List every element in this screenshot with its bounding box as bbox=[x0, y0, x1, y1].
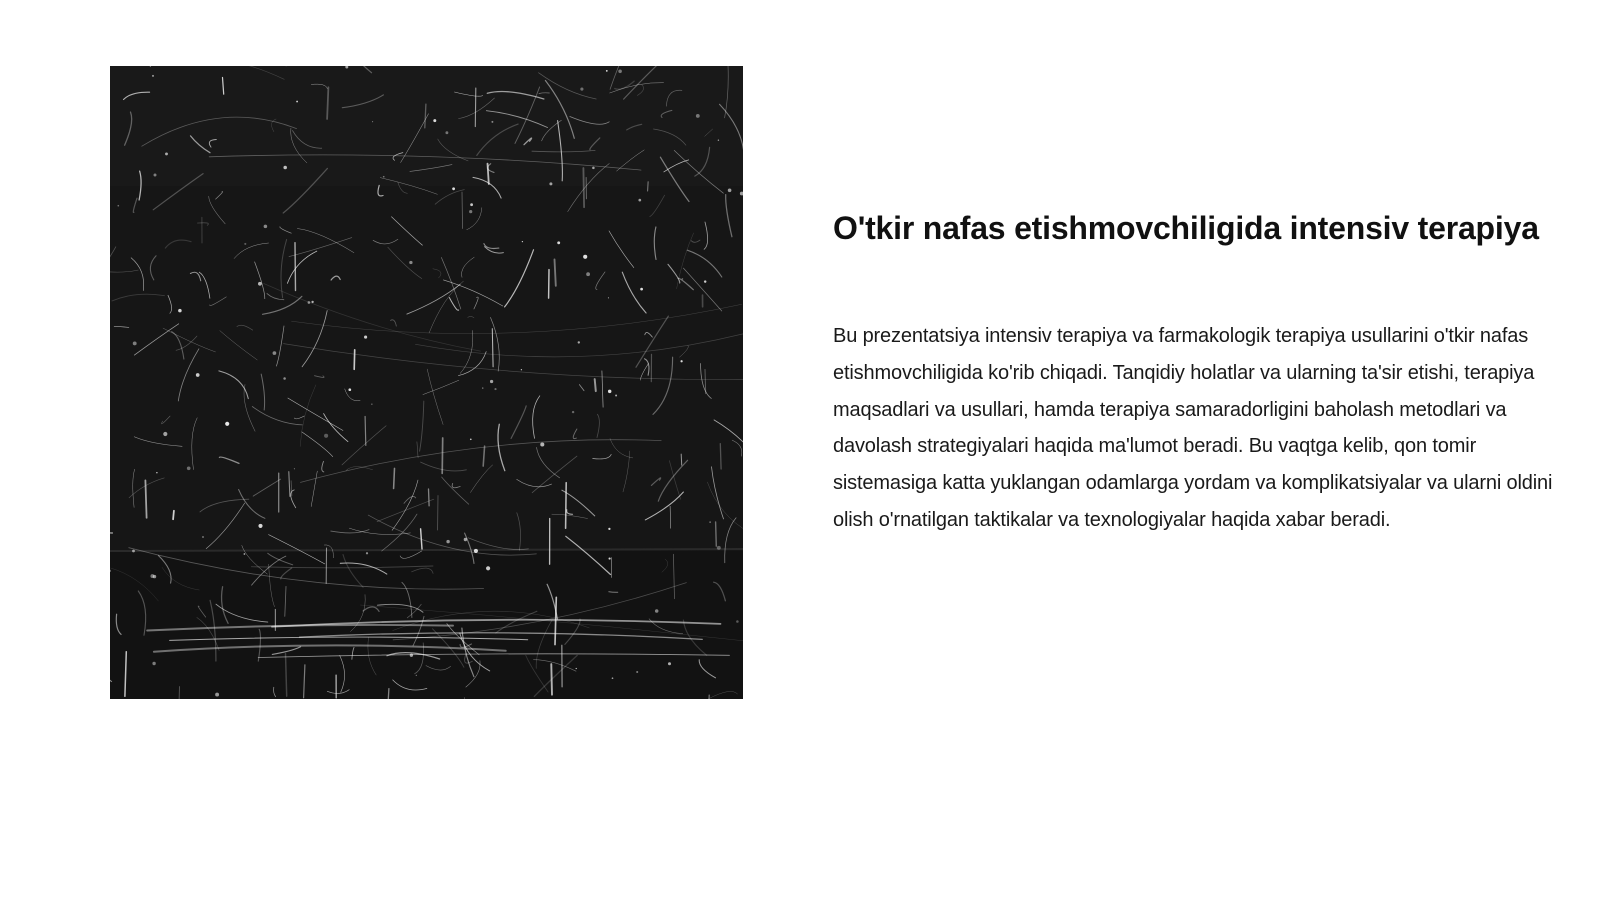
speck-mark bbox=[486, 566, 490, 570]
speck-mark bbox=[308, 301, 311, 304]
streak-mark bbox=[173, 511, 174, 520]
speck-mark bbox=[132, 550, 135, 553]
streak-mark bbox=[555, 259, 556, 285]
scratch-mark bbox=[609, 592, 618, 593]
speck-mark bbox=[244, 553, 246, 555]
speck-mark bbox=[433, 119, 436, 122]
speck-mark bbox=[409, 261, 412, 264]
speck-mark bbox=[117, 205, 119, 207]
slide-title: O'tkir nafas etishmovchiligida intensiv terapiya bbox=[833, 210, 1539, 246]
speck-mark bbox=[680, 360, 682, 362]
streak-mark bbox=[462, 192, 463, 229]
speck-mark bbox=[718, 140, 719, 141]
speck-mark bbox=[371, 404, 372, 405]
speck-mark bbox=[410, 654, 413, 657]
streak-mark bbox=[720, 444, 721, 469]
streak-mark bbox=[295, 243, 296, 291]
speck-mark bbox=[608, 390, 611, 393]
streak-mark bbox=[716, 522, 717, 546]
speck-mark bbox=[152, 662, 155, 665]
speck-mark bbox=[273, 351, 277, 355]
speck-mark bbox=[445, 131, 448, 134]
scratched-texture-image bbox=[110, 66, 743, 699]
speck-mark bbox=[366, 552, 368, 554]
streak-mark bbox=[365, 417, 366, 446]
streak-mark bbox=[429, 489, 430, 506]
speck-mark bbox=[296, 101, 298, 103]
speck-mark bbox=[152, 75, 154, 77]
streak-mark bbox=[354, 350, 355, 370]
speck-mark bbox=[522, 241, 523, 242]
speck-mark bbox=[364, 336, 367, 339]
speck-mark bbox=[163, 432, 167, 436]
speck-mark bbox=[608, 528, 610, 530]
speck-mark bbox=[470, 438, 472, 440]
speck-mark bbox=[474, 549, 478, 553]
speck-mark bbox=[578, 341, 580, 343]
speck-mark bbox=[521, 369, 522, 370]
speck-mark bbox=[187, 466, 191, 470]
streak-mark bbox=[145, 480, 146, 517]
speck-mark bbox=[618, 70, 622, 74]
speck-mark bbox=[717, 546, 721, 550]
speck-mark bbox=[416, 675, 417, 676]
speck-mark bbox=[606, 70, 608, 72]
streak-mark bbox=[566, 483, 567, 529]
speck-mark bbox=[608, 297, 609, 298]
streak-mark bbox=[681, 454, 682, 465]
speck-mark bbox=[557, 241, 560, 244]
speck-mark bbox=[244, 243, 246, 245]
speck-mark bbox=[682, 278, 684, 280]
speck-mark bbox=[576, 668, 577, 669]
speck-mark bbox=[609, 558, 611, 560]
speck-mark bbox=[580, 88, 583, 91]
speck-mark bbox=[638, 199, 641, 202]
speck-mark bbox=[133, 341, 137, 345]
speck-mark bbox=[372, 121, 373, 122]
streak-mark bbox=[442, 438, 443, 474]
speck-mark bbox=[258, 282, 262, 286]
speck-mark bbox=[153, 575, 156, 578]
speck-mark bbox=[156, 472, 157, 473]
speck-mark bbox=[696, 114, 700, 118]
speck-mark bbox=[446, 540, 449, 543]
slide-body-text: Bu prezentatsiya intensiv terapiya va farmakologik terapiya usullarini o'tkir nafas etishmovchiligida ko'rib chiqadi. Tanqidiy holatlar va ularning ta'sir etishi, terapiya maqsadlari va usullari, hamda terapiya samaradorligini baholash metodlari va davolash strategiyalari haqida ma'lumot beradi. Bu vaqtga kelib, qon tomir sistemasiga katta yuklangan odamlarga yordam va komplikatsiyalar va ularni oldini olish o'rnatilgan taktikalar va texnologiyalar haqida xabar beradi. bbox=[833, 325, 1553, 531]
speck-mark bbox=[258, 524, 262, 528]
speck-mark bbox=[736, 620, 739, 623]
speck-mark bbox=[469, 210, 472, 213]
speck-mark bbox=[612, 677, 614, 679]
speck-mark bbox=[452, 187, 455, 190]
speck-mark bbox=[592, 167, 595, 170]
speck-mark bbox=[491, 121, 493, 123]
speck-mark bbox=[655, 609, 659, 613]
speck-mark bbox=[283, 377, 286, 380]
speck-mark bbox=[549, 182, 552, 185]
speck-mark bbox=[225, 422, 229, 426]
speck-mark bbox=[583, 255, 587, 259]
speck-mark bbox=[283, 166, 287, 170]
speck-mark bbox=[728, 188, 732, 192]
speck-mark bbox=[196, 373, 200, 377]
speck-mark bbox=[178, 309, 182, 313]
streak-mark bbox=[583, 168, 584, 207]
speck-mark bbox=[572, 411, 574, 413]
speck-mark bbox=[311, 301, 313, 303]
speck-mark bbox=[324, 434, 328, 438]
speck-mark bbox=[586, 272, 590, 276]
speck-mark bbox=[464, 538, 467, 541]
speck-mark bbox=[640, 288, 643, 291]
scratch-texture-svg bbox=[110, 66, 743, 699]
speck-mark bbox=[540, 442, 544, 446]
speck-mark bbox=[202, 536, 204, 538]
speck-mark bbox=[294, 468, 295, 469]
speck-mark bbox=[494, 388, 496, 390]
speck-mark bbox=[470, 203, 473, 206]
speck-mark bbox=[615, 395, 617, 397]
speck-mark bbox=[636, 671, 638, 673]
streak-mark bbox=[475, 88, 476, 127]
speck-mark bbox=[704, 280, 706, 282]
speck-mark bbox=[215, 693, 219, 697]
speck-mark bbox=[383, 176, 385, 178]
speck-mark bbox=[165, 152, 168, 155]
speck-mark bbox=[482, 388, 483, 389]
streak-mark bbox=[551, 664, 552, 695]
speck-mark bbox=[668, 662, 671, 665]
streak-mark bbox=[595, 379, 596, 391]
speck-mark bbox=[490, 380, 493, 383]
speck-mark bbox=[348, 388, 351, 391]
speck-mark bbox=[154, 174, 157, 177]
streak-mark bbox=[394, 468, 395, 488]
speck-mark bbox=[264, 225, 268, 229]
speck-mark bbox=[709, 521, 710, 522]
